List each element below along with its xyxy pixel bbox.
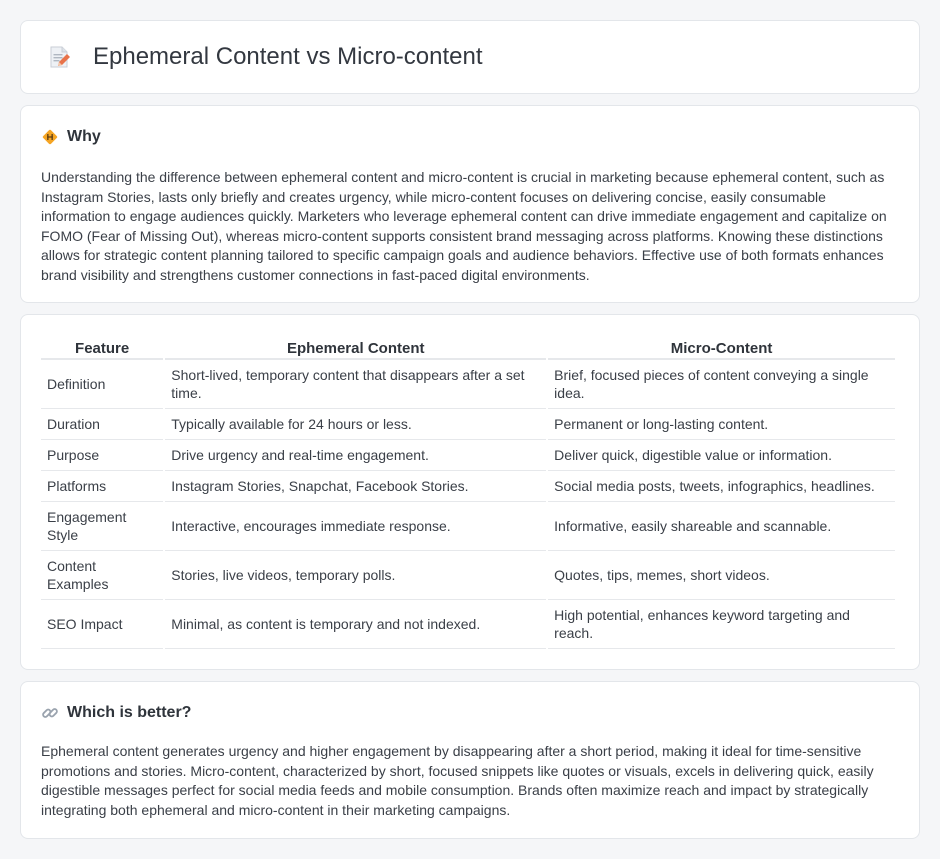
why-header (41, 128, 899, 146)
micro-cell: Informative, easily shareable and scannable. (548, 502, 895, 551)
comparison-section (20, 314, 920, 670)
micro-cell: Deliver quick, digestible value or information. (548, 440, 895, 471)
micro-cell: Brief, focused pieces of content conveying a single idea. (548, 360, 895, 409)
table-row (41, 471, 895, 502)
ephemeral-cell: Minimal, as content is temporary and not indexed. (165, 600, 546, 649)
table-row (41, 360, 895, 409)
ephemeral-cell: Short-lived, temporary content that disappears after a set time. (165, 360, 546, 409)
column-header-feature: Feature (41, 331, 163, 360)
table-row (41, 440, 895, 471)
feature-cell: SEO Impact (41, 600, 163, 649)
feature-cell: Platforms (41, 471, 163, 502)
title-card (20, 20, 920, 94)
column-header-ephemeral: Ephemeral Content (165, 331, 546, 360)
ephemeral-cell: Stories, live videos, temporary polls. (165, 551, 546, 600)
feature-cell: Content Examples (41, 551, 163, 600)
feature-cell: Duration (41, 409, 163, 440)
column-header-micro: Micro-Content (548, 331, 895, 360)
table-row (41, 502, 895, 551)
better-paragraph: Ephemeral content generates urgency and higher engagement by disappearing after a short period, making it ideal for time-sensitive promotions and stories. Micro-content, characterized by short, focused snippets like quotes or visuals, excels in delivering quick, easily digestible messages perfect for social media feeds and mobile consumption. Brands often maximize reach and impact by strategically integrating both ephemeral and micro-content in their marketing campaigns. (41, 743, 874, 818)
ephemeral-cell: Instagram Stories, Snapchat, Facebook Stories. (165, 471, 546, 502)
feature-cell: Engagement Style (41, 502, 163, 551)
ephemeral-cell: Interactive, encourages immediate response. (165, 502, 546, 551)
why-heading: Why (67, 128, 101, 145)
ephemeral-cell: Drive urgency and real-time engagement. (165, 440, 546, 471)
ephemeral-cell: Typically available for 24 hours or less. (165, 409, 546, 440)
micro-cell: High potential, enhances keyword targeting and reach. (548, 600, 895, 649)
diamond-road-sign-icon (41, 128, 59, 146)
table-row (41, 551, 895, 600)
better-header (41, 704, 899, 722)
feature-cell: Definition (41, 360, 163, 409)
comparison-table (39, 331, 897, 649)
micro-cell: Permanent or long-lasting content. (548, 409, 895, 440)
table-header-row (41, 331, 895, 360)
better-heading: Which is better? (67, 704, 192, 721)
feature-cell: Purpose (41, 440, 163, 471)
micro-cell: Social media posts, tweets, infographics, headlines. (548, 471, 895, 502)
table-row (41, 409, 895, 440)
document-pencil-icon (47, 45, 71, 69)
which-is-better-section (20, 681, 920, 839)
micro-cell: Quotes, tips, memes, short videos. (548, 551, 895, 600)
table-row (41, 600, 895, 649)
why-section (20, 105, 920, 303)
link-icon (41, 704, 59, 722)
page-title: Ephemeral Content vs Micro-content (93, 43, 483, 70)
why-paragraph: Understanding the difference between ephemeral content and micro-content is crucial in marketing because ephemeral content, such as Instagram Stories, lasts only briefly and creates urgency, while micro-content focuses on delivering concise, easily consumable information to engage audiences quickly. Marketers who leverage ephemeral content can drive immediate engagement and capitalize on FOMO (Fear of Missing Out), whereas micro-content supports consistent brand messaging across platforms. Knowing these distinctions allows for strategic content planning tailored to specific campaign goals and audience behaviors. Effective use of both formats enhances brand visibility and strengthens customer connections in fast-paced digital environments. (41, 169, 887, 283)
